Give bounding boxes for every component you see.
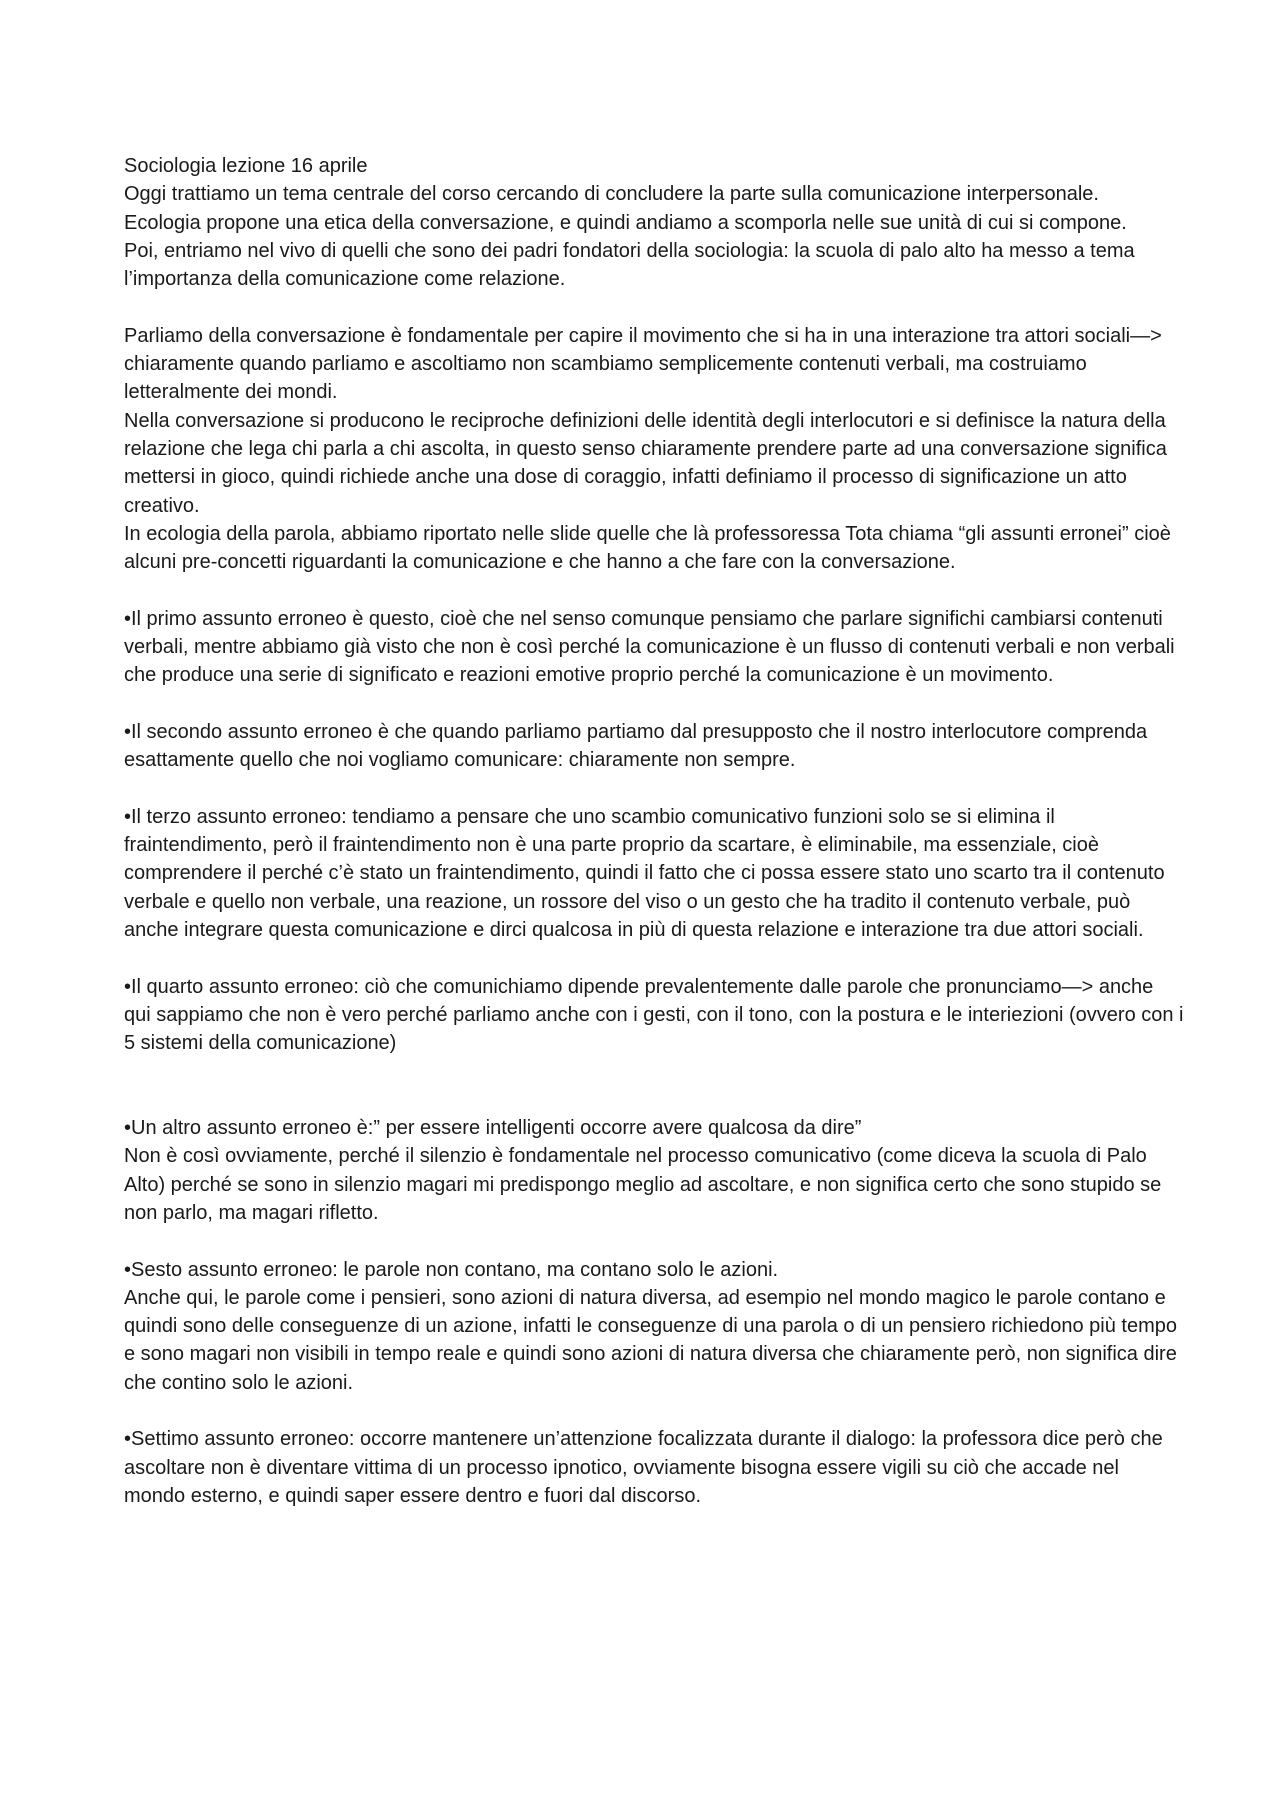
conversation-paragraph-3: In ecologia della parola, abbiamo riportato nelle slide quelle che là professoressa Tota chiama “gli assunti erronei” cioè alcuni pre-concetti riguardanti la comunicazione e che hanno a che fare con la conversazione. [124,522,1171,574]
conversation-paragraph-1: Parliamo della conversazione è fondamentale per capire il movimento che si ha in una interazione tra attori sociali—> chiaramente quando parliamo e ascoltiamo non scambiamo semplicemente contenuti verbali, ma costruiamo letteralmente dei mondi. [124,324,1162,404]
assunto-6-body: Anche qui, le parole come i pensieri, sono azioni di natura diversa, ad esempio nel mondo magico le parole contano e quindi sono delle conseguenze di un azione, infatti le conseguenze di una parola o di un pensiero richiedono più tempo e sono magari non visibili in tempo reale e quindi sono azioni di natura diversa che chiaramente però, non significa dire che contino solo le azioni. [124,1286,1177,1394]
paragraph-gap [124,293,1184,321]
assunto-7: •Settimo assunto erroneo: occorre mantenere un’attenzione focalizzata durante il dialogo: la professora dice però che ascoltare non è diventare vittima di un processo ipnotico, ovviamente bisogna essere vigili su ciò che accade nel mondo esterno, e quindi saper essere dentro e fuori dal discorso. [124,1428,1163,1507]
document-page [124,152,1184,1510]
intro-paragraph-1: Oggi trattiamo un tema centrale del corso cercando di concludere la parte sulla comunicazione interpersonale. [124,183,1099,206]
document-title: Sociologia lezione 16 aprile [124,155,368,177]
paragraph-gap [124,690,1184,718]
paragraph-gap [124,576,1184,604]
assunto-1: •Il primo assunto erroneo è questo, cioè che nel senso comunque pensiamo che parlare significhi cambiarsi contenuti verbali, mentre abbiamo già visto che non è così perché la comunicazione è un flusso di contenuti verbali e non verbali che produce una serie di significato e reazioni emotive proprio perché la comunicazione è un movimento. [124,607,1175,687]
paragraph-gap-large [124,1058,1184,1115]
intro-paragraph-2: Ecologia propone una etica della conversazione, e quindi andiamo a scomporla nelle sue unità di cui si compone. [124,211,1127,234]
assunto-5-heading: •Un altro assunto erroneo è:” per essere intelligenti occorre avere qualcosa da dire” [124,1117,862,1140]
paragraph-gap [124,775,1184,803]
conversation-paragraph-2: Nella conversazione si producono le reciproche definizioni delle identità degli interlocutori e si definisce la natura della relazione che lega chi parla a chi ascolta, in questo senso chiaramente prendere parte ad una conversazione significa mettersi in gioco, quindi richiede anche una dose di coraggio, infatti definiamo il processo di significazione un atto creativo. [124,409,1167,517]
paragraph-gap [124,1397,1184,1425]
assunto-6-heading: •Sesto assunto erroneo: le parole non contano, ma contano solo le azioni. [124,1258,779,1281]
assunto-4: •Il quarto assunto erroneo: ciò che comunichiamo dipende prevalentemente dalle parole che pronunciamo—> anche qui sappiamo che non è vero perché parliamo anche con i gesti, con il tono, con la postura e le interiezioni (ovvero con i 5 sistemi della comunicazione) [124,975,1184,1055]
assunto-2: •Il secondo assunto erroneo è che quando parliamo partiamo dal presupposto che il nostro interlocutore comprenda esattamente quello che noi vogliamo comunicare: chiaramente non sempre. [124,720,1148,772]
assunto-5-body: Non è così ovviamente, perché il silenzio è fondamentale nel processo comunicativo (come diceva la scuola di Palo Alto) perché se sono in silenzio magari mi predispongo meglio ad ascoltare, e non significa certo che sono stupido se non parlo, ma magari rifletto. [124,1145,1162,1224]
intro-paragraph-3: Poi, entriamo nel vivo di quelli che sono dei padri fondatori della sociologia: la scuola di palo alto ha messo a tema l’importanza della comunicazione come relazione. [124,239,1135,291]
paragraph-gap [124,944,1184,972]
assunto-3: •Il terzo assunto erroneo: tendiamo a pensare che uno scambio comunicativo funzioni solo se si elimina il fraintendimento, però il fraintendimento non è una parte proprio da scartare, è eliminabile, ma essenziale, cioè comprendere il perché c’è stato un fraintendimento, quindi il fatto che ci possa essere stato uno scarto tra il contenuto verbale e quello non verbale, una reazione, un rossore del viso o un gesto che ha tradito il contenuto verbale, può anche integrare questa comunicazione e dirci qualcosa in più di questa relazione e interazione tra due attori sociali. [124,805,1165,942]
paragraph-gap [124,1227,1184,1255]
